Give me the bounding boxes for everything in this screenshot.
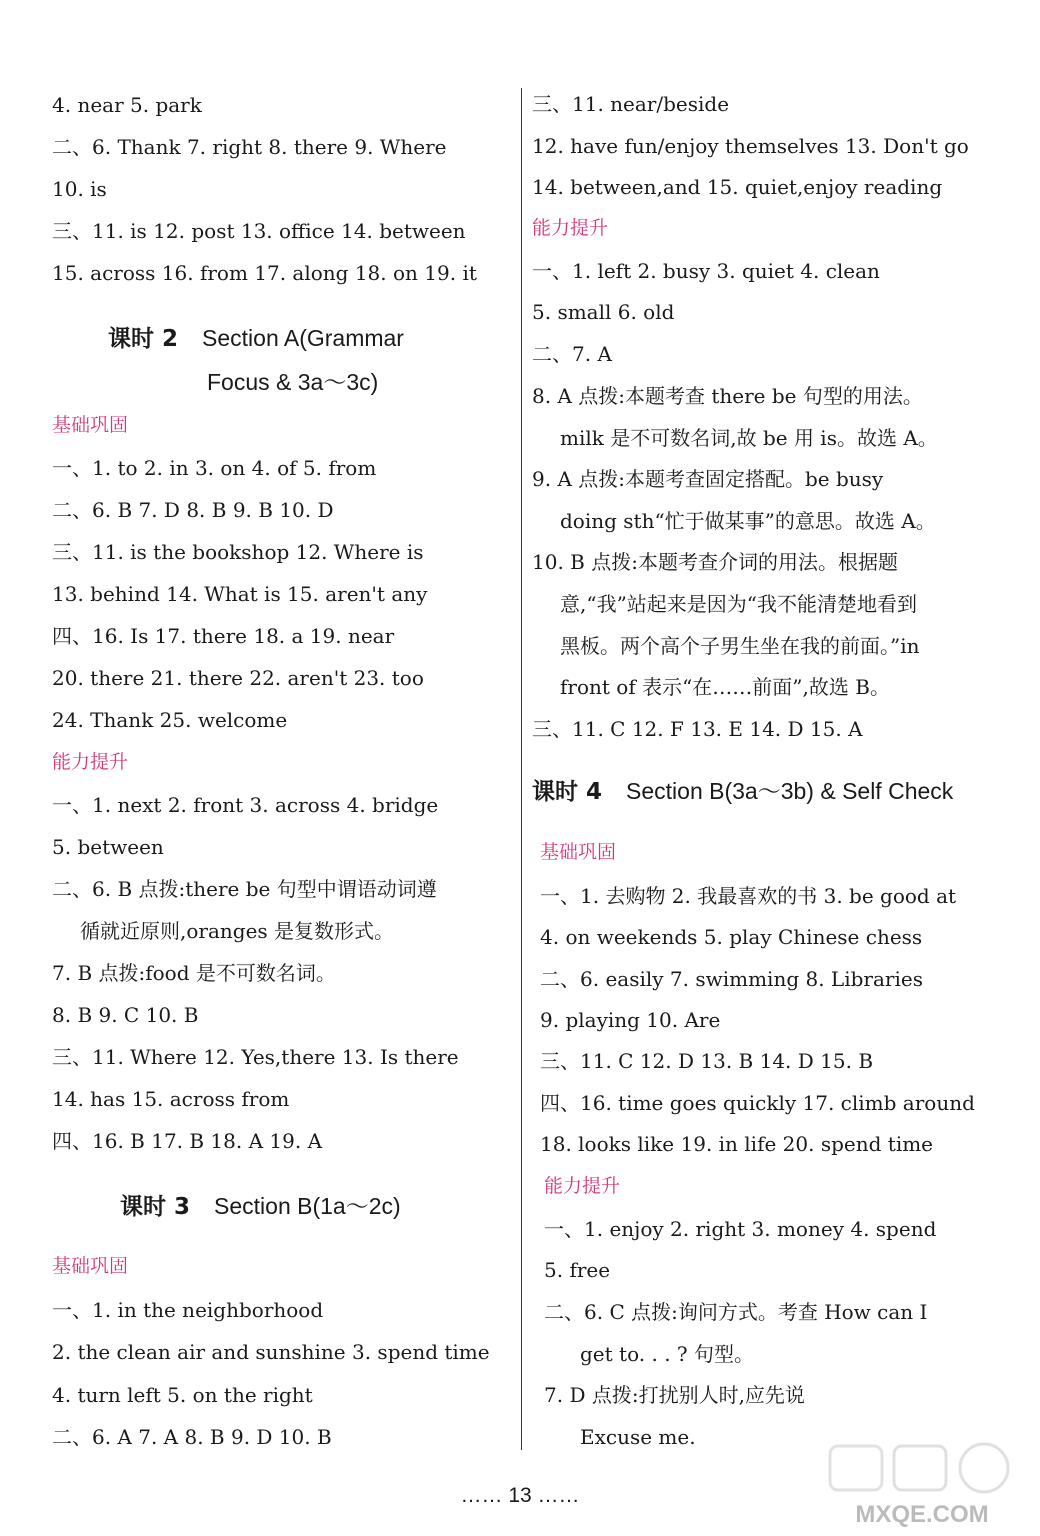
answer-line: 三、11. C 12. D 13. B 14. D 15. B	[540, 1049, 874, 1073]
answer-line: 4. on weekends 5. play Chinese chess	[540, 925, 923, 949]
answer-line: 三、11. C 12. F 13. E 14. D 15. A	[532, 717, 863, 741]
answer-line: 9. playing 10. Are	[540, 1008, 721, 1032]
answer-line: 二、6. easily 7. swimming 8. Libraries	[540, 967, 923, 991]
answer-line: get to. . . ? 句型。	[580, 1342, 754, 1366]
answer-line: 5. between	[52, 835, 164, 859]
answer-line: 一、1. next 2. front 3. across 4. bridge	[52, 793, 439, 817]
answer-line: 5. free	[544, 1258, 611, 1282]
answer-line: 二、6. A 7. A 8. B 9. D 10. B	[52, 1425, 332, 1449]
answer-line: 24. Thank 25. welcome	[52, 708, 288, 732]
lesson-title-cont: Focus & 3a～3c)	[207, 369, 379, 395]
lesson-title: Section B(1a～2c)	[214, 1193, 401, 1219]
lesson-heading	[120, 1190, 401, 1223]
answer-line: 7. B 点拨:food 是不可数名词。	[52, 961, 336, 985]
answer-line: 5. small 6. old	[532, 300, 675, 324]
section-label-basic: 基础巩固	[540, 841, 617, 863]
answer-line: 三、11. is 12. post 13. office 14. between	[52, 219, 466, 243]
answer-line: 4. near 5. park	[52, 93, 202, 117]
answer-line: 10. B 点拨:本题考查介词的用法。根据题	[532, 550, 898, 574]
answer-line: 12. have fun/enjoy themselves 13. Don't go	[532, 134, 969, 158]
answer-line: 三、11. Where 12. Yes,there 13. Is there	[52, 1045, 459, 1069]
answer-line: 8. B 9. C 10. B	[52, 1003, 199, 1027]
answer-line: 一、1. left 2. busy 3. quiet 4. clean	[532, 259, 880, 283]
lesson-title: Section B(3a～3b) & Self Check	[626, 778, 954, 804]
section-label-basic: 基础巩固	[52, 1255, 129, 1277]
answer-line: 黑板。两个高个子男生坐在我的前面。”in	[560, 634, 920, 658]
answer-line: 循就近原则,oranges 是复数形式。	[80, 919, 395, 943]
answer-line: 9. A 点拨:本题考查固定搭配。be busy	[532, 467, 884, 491]
answer-line: doing sth“忙于做某事”的意思。故选 A。	[560, 509, 936, 533]
answer-line: 18. looks like 19. in life 20. spend time	[540, 1132, 934, 1156]
answer-line: 2. the clean air and sunshine 3. spend time	[52, 1340, 490, 1364]
watermark-text: MXQE.COM	[855, 1501, 989, 1528]
answer-line: 二、6. B 7. D 8. B 9. B 10. D	[52, 498, 334, 522]
watermark-logo	[822, 1440, 1022, 1530]
lesson-heading	[532, 775, 953, 808]
answer-line: 8. A 点拨:本题考查 there be 句型的用法。	[532, 384, 923, 408]
answer-line: 意,“我”站起来是因为“我不能清楚地看到	[560, 592, 918, 616]
answer-line: 二、7. A	[532, 342, 612, 366]
lesson-title: Section A(Grammar	[202, 325, 404, 351]
answer-line: 14. has 15. across from	[52, 1087, 290, 1111]
answer-line: 四、16. B 17. B 18. A 19. A	[52, 1129, 323, 1153]
lesson-heading	[108, 322, 404, 355]
answer-line: 二、6. Thank 7. right 8. there 9. Where	[52, 135, 447, 159]
answer-line: 一、1. in the neighborhood	[52, 1298, 324, 1322]
section-label-advance: 能力提升	[52, 751, 129, 773]
answer-line: 10. is	[52, 177, 107, 201]
answer-line: milk 是不可数名词,故 be 用 is。故选 A。	[560, 426, 938, 450]
answer-line: 一、1. to 2. in 3. on 4. of 5. from	[52, 456, 377, 480]
answer-line: 13. behind 14. What is 15. aren't any	[52, 582, 428, 606]
section-label-basic: 基础巩固	[52, 414, 129, 436]
answer-line: 二、6. B 点拨:there be 句型中谓语动词遵	[52, 877, 437, 901]
section-label-advance: 能力提升	[532, 217, 609, 239]
column-divider	[521, 88, 522, 1450]
lesson-number: 课时 3	[120, 1194, 191, 1220]
answer-line: 二、6. C 点拨:询问方式。考查 How can I	[544, 1300, 928, 1324]
answer-line: 4. turn left 5. on the right	[52, 1383, 313, 1407]
answer-line: 15. across 16. from 17. along 18. on 19. it	[52, 261, 477, 285]
answer-line: 一、1. enjoy 2. right 3. money 4. spend	[544, 1217, 937, 1241]
answer-line: 三、11. near/beside	[532, 92, 730, 116]
section-label-advance: 能力提升	[544, 1175, 621, 1197]
answer-line: 7. D 点拨:打扰别人时,应先说	[544, 1383, 805, 1407]
answer-line: 一、1. 去购物 2. 我最喜欢的书 3. be good at	[540, 884, 957, 908]
answer-line: 14. between,and 15. quiet,enjoy reading	[532, 175, 943, 199]
lesson-number: 课时 2	[108, 326, 179, 352]
answer-line: 四、16. time goes quickly 17. climb around	[540, 1091, 975, 1115]
page-number: …… 13 ……	[460, 1484, 580, 1507]
answer-line: Excuse me.	[580, 1425, 696, 1449]
answer-line: 三、11. is the bookshop 12. Where is	[52, 540, 424, 564]
lesson-number: 课时 4	[532, 779, 603, 805]
answer-line: 四、16. Is 17. there 18. a 19. near	[52, 624, 395, 648]
answer-line: front of 表示“在……前面”,故选 B。	[560, 675, 890, 699]
answer-line: 20. there 21. there 22. aren't 23. too	[52, 666, 424, 690]
